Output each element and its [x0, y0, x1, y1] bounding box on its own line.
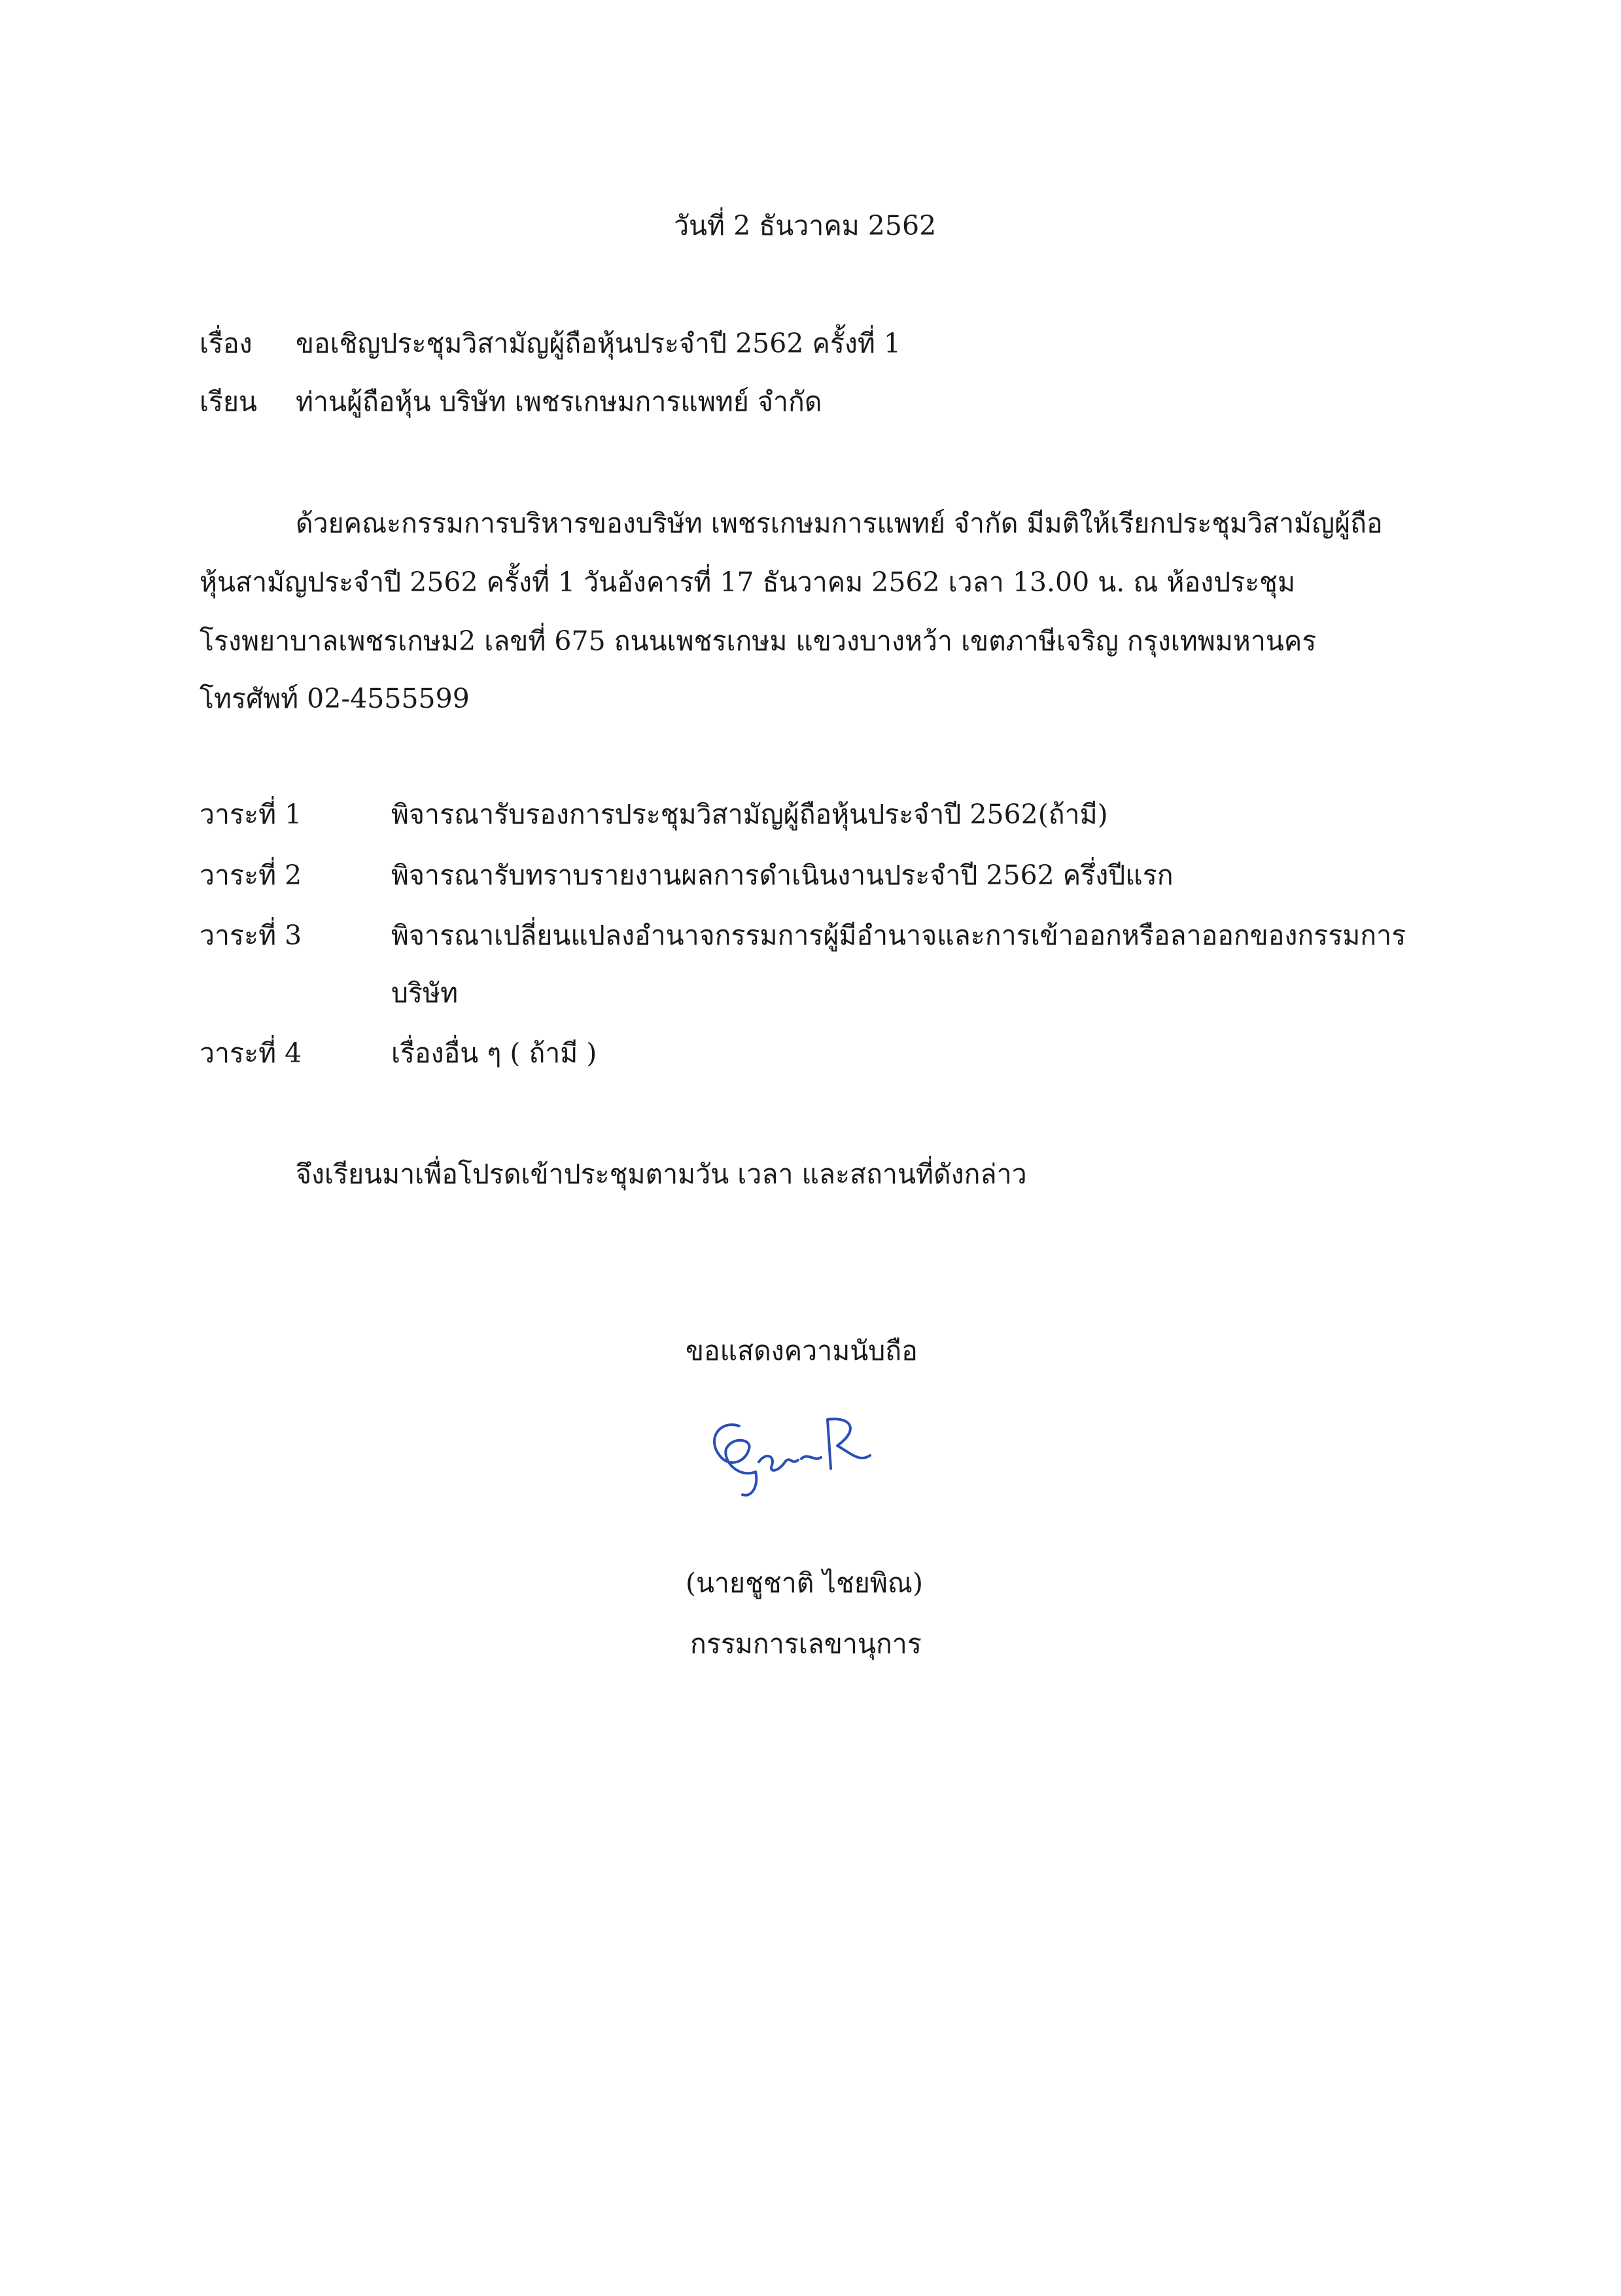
- agenda-4-label: วาระที่ 4: [200, 1037, 302, 1069]
- agenda-2-label: วาระที่ 2: [200, 860, 302, 891]
- subject-label: เรื่อง: [200, 328, 253, 359]
- agenda-3-text-continued: บริษัท: [391, 977, 459, 1009]
- body-line-4: โทรศัพท์ 02-4555599: [200, 683, 470, 714]
- body-line-3: โรงพยาบาลเพชรเกษม2 เลขที่ 675 ถนนเพชรเกษม แขวงบางหว้า เขตภาษีเจริญ กรุงเทพมหานคร: [200, 625, 1317, 657]
- recipient-text: ท่านผู้ถือหุ้น บริษัท เพชรเกษมการแพทย์ จำกัด: [296, 386, 822, 417]
- agenda-1-label: วาระที่ 1: [200, 799, 302, 830]
- signature-image: [693, 1400, 883, 1505]
- closing-line: จึงเรียนมาเพื่อโปรดเข้าประชุมตามวัน เวลา และสถานที่ดังกล่าว: [296, 1158, 1027, 1190]
- body-line-2: หุ้นสามัญประจำปี 2562 ครั้งที่ 1 วันอังคารที่ 17 ธันวาคม 2562 เวลา 13.00 น. ณ ห้องประชุม: [200, 566, 1296, 598]
- agenda-3-label: วาระที่ 3: [200, 920, 302, 951]
- body-line-1: ด้วยคณะกรรมการบริหารของบริษัท เพชรเกษมการแพทย์ จำกัด มีมติให้เรียกประชุมวิสามัญผู้ถือ: [296, 508, 1383, 539]
- signatory-position: กรรมการเลขานุการ: [690, 1628, 922, 1660]
- recipient-label: เรียน: [200, 386, 258, 417]
- agenda-1-text: พิจารณารับรองการประชุมวิสามัญผู้ถือหุ้นประจำปี 2562(ถ้ามี): [391, 799, 1108, 830]
- subject-text: ขอเชิญประชุมวิสามัญผู้ถือหุ้นประจำปี 2562 ครั้งที่ 1: [296, 328, 901, 359]
- agenda-2-text: พิจารณารับทราบรายงานผลการดำเนินงานประจำปี 2562 ครึ่งปีแรก: [391, 860, 1174, 891]
- agenda-4-text: เรื่องอื่น ๆ ( ถ้ามี ): [391, 1037, 597, 1069]
- regards-line: ขอแสดงความนับถือ: [686, 1335, 918, 1366]
- letter-date: วันที่ 2 ธันวาคม 2562: [674, 210, 937, 241]
- signatory-name: (นายชูชาติ ไชยพิณ): [686, 1567, 923, 1599]
- agenda-3-text: พิจารณาเปลี่ยนแปลงอำนาจกรรมการผู้มีอำนาจและการเข้าออกหรือลาออกของกรรมการ: [391, 920, 1406, 951]
